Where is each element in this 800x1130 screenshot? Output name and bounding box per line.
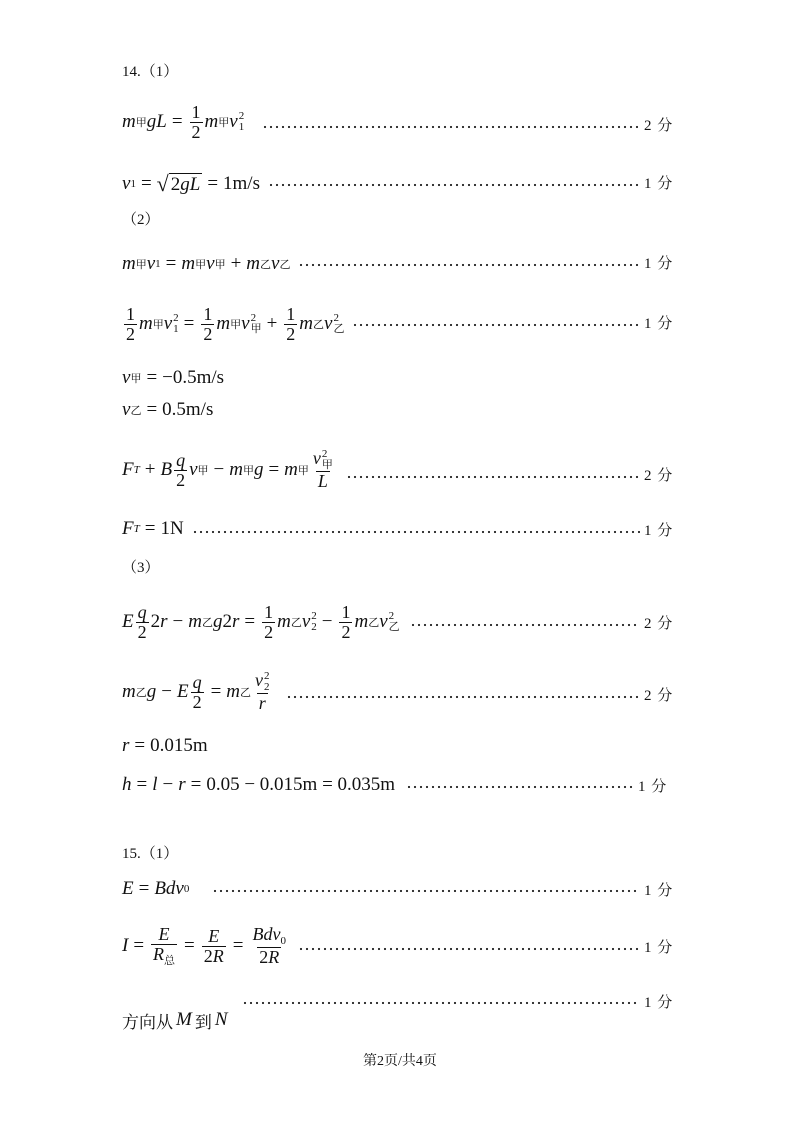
eq-emf: E = Bdv 0	[122, 878, 190, 899]
page-footer: 第2页/共4页	[363, 1054, 437, 1069]
q14-part2: （2）	[122, 212, 160, 228]
score-eq1: 2 分	[644, 118, 674, 134]
eq-vjia: v 甲 = −0.5m/s	[122, 367, 225, 388]
score-eq2: 1 分	[644, 176, 674, 192]
score-eq7: 2 分	[644, 468, 674, 484]
score-eq3: 1 分	[644, 256, 674, 272]
eq-r-value: r = 0.015m	[122, 735, 208, 756]
eq-energy-2: $\frac{1}{2}$ m 甲 v 2 1 = $\frac{1}{2}$ m 甲 v 2 甲 + $\frac{1}{2}$ m 乙 v 2 乙	[126, 303, 345, 344]
score-eq8: 1 分	[644, 523, 674, 539]
dot-leader	[268, 180, 640, 190]
q15-title: 15.（1）	[122, 846, 179, 862]
eq-h-value: h = l − r = 0.05 − 0.015m = 0.035m	[122, 774, 396, 795]
dot-leader	[242, 998, 640, 1008]
dot-leader	[298, 260, 640, 270]
score-eq15: 1 分	[644, 995, 674, 1011]
score-eq12: 1 分	[638, 779, 668, 795]
score-eq13: 1 分	[644, 883, 674, 899]
score-eq10: 2 分	[644, 688, 674, 704]
eq-centripetal: m 乙 g − E $\frac{q}{2}$ = m 乙 v 2 2 r	[122, 670, 270, 714]
dot-leader	[410, 620, 640, 630]
q14-part3: （3）	[122, 560, 160, 576]
eq-energy-3: E $\frac{q}{2}$ 2 r − m 乙 g 2 r = $\frac{1}{2}$ m 乙 v 2 2 − $\frac{1}{2}$ m 乙 v 2 乙	[122, 601, 400, 642]
dot-leader	[286, 692, 640, 702]
score-eq4: 1 分	[644, 316, 674, 332]
dot-leader	[346, 472, 640, 482]
eq-vyi: v 乙 = 0.5m/s	[122, 399, 214, 420]
dot-leader	[406, 782, 634, 792]
score-eq14: 1 分	[644, 940, 674, 956]
dot-leader	[352, 320, 640, 330]
eq-current: I = $\frac{E}{R_总}$ = $\frac{E}{2R}$ = $\frac{Bdv_0}{2R}$	[122, 923, 286, 968]
eq-energy-1: m 甲 gL = $\frac{1}{2}$ m 甲 v 2 1	[122, 101, 245, 142]
dot-leader	[298, 944, 640, 954]
score-eq9: 2 分	[644, 616, 674, 632]
dot-leader	[262, 122, 638, 132]
dot-leader	[192, 527, 640, 537]
eq-tension: F T + B $\frac{q}{2}$ v 甲 − m 甲 g = m 甲 v 2 甲 L	[122, 448, 333, 492]
direction-text: 方向从 M 到 N	[122, 1009, 228, 1033]
q14-title: 14.（1）	[122, 64, 179, 80]
dot-leader	[212, 886, 640, 896]
eq-momentum: m 甲 v 1 = m 甲 v 甲 + m 乙 v 乙	[122, 253, 291, 274]
eq-ft-value: F T = 1N	[122, 518, 184, 539]
eq-v1: v 1 = √ 2gL = 1m/s	[122, 171, 260, 196]
